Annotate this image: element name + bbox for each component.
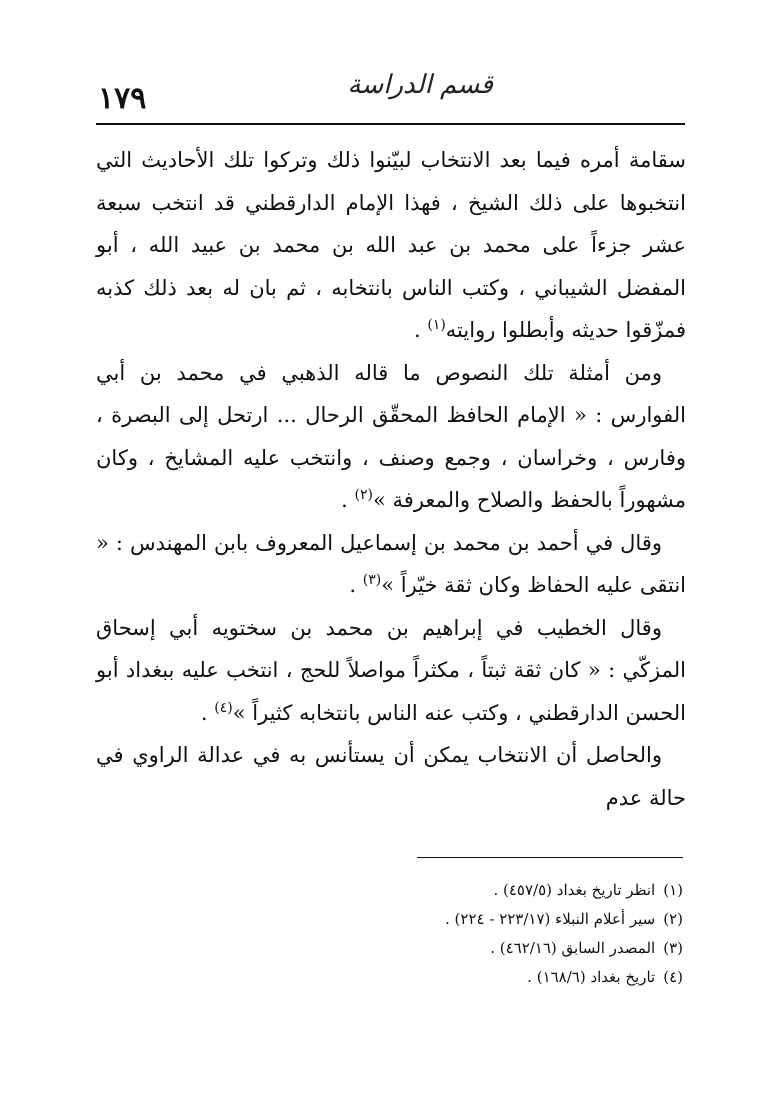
page-number: ١٧٩: [98, 81, 147, 116]
footnote-ref: (٤): [214, 699, 233, 716]
paragraph-end: .: [341, 488, 355, 512]
paragraph-end: .: [349, 573, 363, 597]
footnote-ref: (٣): [362, 572, 382, 588]
paragraph-text: ومن أمثلة تلك النصوص ما قاله الذهبي في محمد بن أبي الفوارس : « الإمام الحافظ المحقّق الرحال ... ارتحل إلى البصرة ، وفارس ، وخراسان ، وجمع وصنف ، وانتخب عليه المشايخ ، وكان مشهوراً بالحفظ والصلاح والمعرفة »: [96, 360, 686, 512]
paragraph-2: [96, 352, 686, 522]
footnote-text: انظر تاريخ بغداد (٤٥٧/٥) .: [493, 881, 656, 899]
paragraph-4: [96, 607, 686, 735]
paragraph-end: .: [413, 318, 428, 342]
footnote: [183, 934, 683, 963]
paragraph-3: [96, 522, 686, 607]
footnote-text: المصدر السابق (٤٦٢/١٦) .: [490, 939, 656, 957]
paragraph-1: [96, 139, 686, 352]
running-title: قسم الدراسة: [347, 70, 493, 100]
header-rule: [96, 123, 685, 125]
footnote: [183, 963, 683, 992]
footnote-text: سير أعلام النبلاء (٢٢٣/١٧ - ٢٢٤) .: [445, 910, 656, 928]
body-text: [96, 139, 686, 819]
footnote-text: تاريخ بغداد (١٦٨/٦) .: [527, 968, 656, 986]
footnote: [183, 876, 683, 905]
footnotes: [183, 876, 683, 992]
paragraph-5: [96, 734, 686, 819]
footnote: [183, 905, 683, 934]
paragraph-text: سقامة أمره فيما بعد الانتخاب لبيّنوا ذلك وتركوا تلك الأحاديث التي انتخبوها على ذلك الشيخ ، فهذا الإمام الدارقطني قد انتخب سبعة عشر جزءاً على محمد بن عبد الله بن محمد بن عبيد الله ، أبو المفضل الشيباني ، وكتب الناس بانتخابه ، ثم بان له بعد ذلك كذبه فمزّقوا حديثه وأبطلوا روايته: [96, 148, 686, 342]
footnote-rule: [417, 857, 683, 858]
footnote-ref: (١): [427, 317, 446, 333]
footnote-number: (٣): [663, 939, 683, 957]
paragraph-end: .: [200, 700, 215, 725]
footnote-ref: (٢): [354, 487, 373, 503]
footnote-number: (٤): [663, 968, 683, 986]
footnote-number: (٢): [663, 910, 683, 928]
paragraph-text: والحاصل أن الانتخاب يمكن أن يستأنس به في عدالة الراوي في حالة عدم: [96, 743, 686, 810]
paragraph-text: وقال الخطيب في إبراهيم بن محمد بن سختويه أبي إسحاق المزكّي : « كان ثقة ثبتاً ، مكثراً مواصلاً للحج ، انتخب عليه ببغداد أبو الحسن الدارقطني ، وكتب عنه الناس بانتخابه كثيراً »: [96, 615, 686, 725]
footnote-number: (١): [663, 881, 683, 899]
paragraph-text: وقال في أحمد بن محمد بن إسماعيل المعروف بابن المهندس : « انتقى عليه الحفاظ وكان ثقة خيّراً »: [96, 530, 686, 597]
